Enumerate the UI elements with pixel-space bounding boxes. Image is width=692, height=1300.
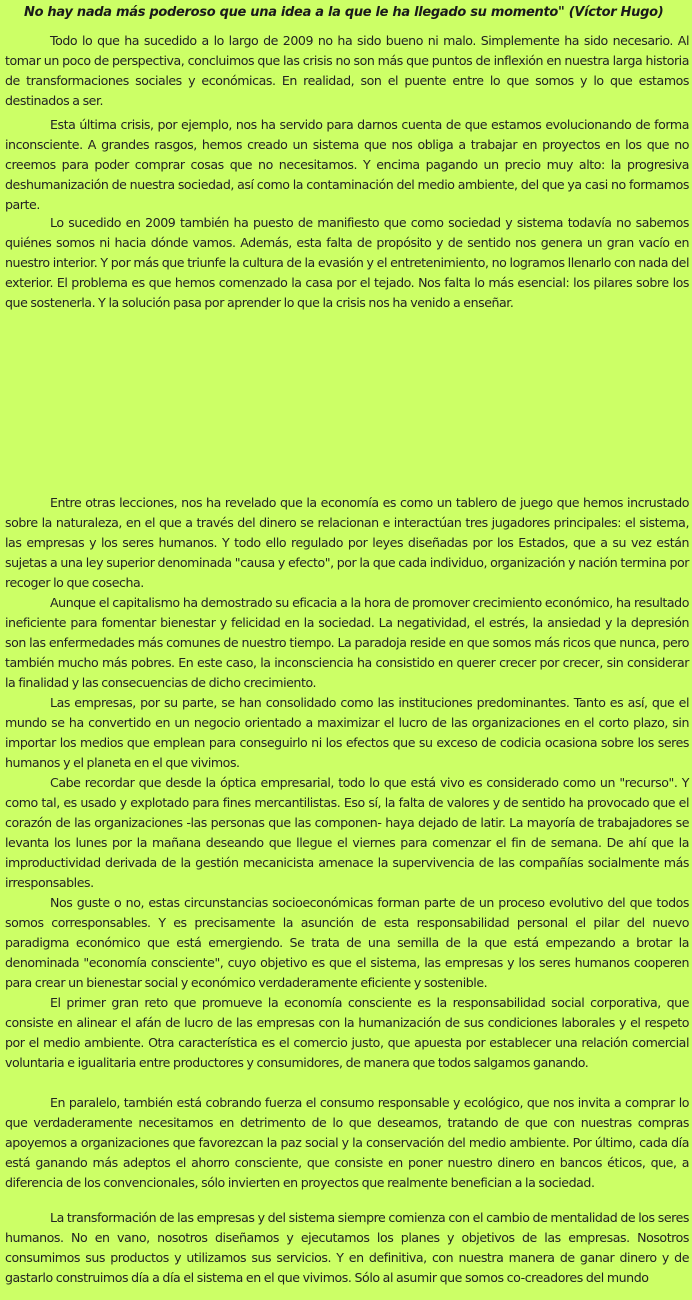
paragraph-5: Aunque el capitalismo ha demostrado su eficacia a la hora de promover crecimiento económico, ha resultado ineficiente para fomentar bienestar y felicidad en la sociedad. La negatividad, el estrés, la ansiedad y la depresión son las enfermedades más comunes de nuestro tiempo. La paradoja reside en que somos más ricos que nunca, pero también mucho más pobres. En este caso, la inconsciencia ha consistido en querer crecer por crecer, sin considerar la finalidad y las consecuencias de dicho crecimiento. — [5, 595, 689, 690]
epigraph-quote: No hay nada más poderoso que una idea a la que le ha llegado su momento" (Víctor Hugo) — [24, 5, 664, 20]
paragraph-6: Las empresas, por su parte, se han consolidado como las instituciones predominantes. Tanto es así, que el mundo se ha convertido en un negocio orientado a maximizar el lucro de las organizaciones en el corto plazo, sin importar los medios que emplean para conseguirlo ni los efectos que su exceso de codicia ocasiona sobre los seres humanos y el planeta en el que vivimos. — [5, 695, 689, 770]
paragraph-2: Esta última crisis, por ejemplo, nos ha servido para darnos cuenta de que estamos evolucionando de forma inconsciente. A grandes rasgos, hemos creado un sistema que nos obliga a trabajar en proyectos en los que no creemos para poder comprar cosas que no necesitamos. Y encima pagando un precio muy alto: la progresiva deshumanización de nuestra sociedad, así como la contaminación del medio ambiente, del que ya casi no formamos parte. — [5, 117, 689, 212]
paragraph-4: Entre otras lecciones, nos ha revelado que la economía es como un tablero de juego que hemos incrustado sobre la naturaleza, en el que a través del dinero se relacionan e interactúan tres jugadores principales: el sistema, las empresas y los seres humanos. Y todo ello regulado por leyes diseñadas por los Estados, que a su vez están sujetas a una ley superior denominada "causa y efecto", por la que cada individuo, organización y nación termina por recoger lo que cosecha. — [5, 495, 689, 590]
paragraph-9: El primer gran reto que promueve la economía consciente es la responsabilidad social corporativa, que consiste en alinear el afán de lucro de las empresas con la humanización de sus condiciones laborales y el respeto por el medio ambiente. Otra característica es el comercio justo, que apuesta por establecer una relación comercial voluntaria e igualitaria entre productores y consumidores, de manera que todos salgamos ganando. — [5, 995, 689, 1070]
blank-gap — [0, 335, 692, 490]
paragraph-1: Todo lo que ha sucedido a lo largo de 2009 no ha sido bueno ni malo. Simplemente ha sido necesario. Al tomar un poco de perspectiva, concluimos que las crisis no son más que puntos de inflexión en nuestra larga historia de transformaciones sociales y económicas. En realidad, son el puente entre lo que somos y lo que estamos destinados a ser. — [5, 33, 689, 108]
paragraph-11: La transformación de las empresas y del sistema siempre comienza con el cambio de mentalidad de los seres humanos. No en vano, nosotros diseñamos y ejecutamos los planes y objetivos de las empresas. Nosotros consumimos sus productos y utilizamos sus servicios. Y en definitiva, con nuestra manera de ganar dinero y de gastarlo construimos día a día el sistema en el que vivimos. Sólo al asumir que somos co-creadores del mundo — [5, 1210, 689, 1285]
paragraph-8: Nos guste o no, estas circunstancias socioeconómicas forman parte de un proceso evolutivo del que todos somos corresponsables. Y es precisamente la asunción de esta responsabilidad personal el pilar del nuevo paradigma económico que está emergiendo. Se trata de una semilla de la que está empezando a brotar la denominada "economía consciente", cuyo objetivo es que el sistema, las empresas y los seres humanos cooperen para crear un bienestar social y económico verdaderamente eficiente y sostenible. — [5, 895, 689, 990]
paragraph-7: Cabe recordar que desde la óptica empresarial, todo lo que está vivo es considerado como un "recurso". Y como tal, es usado y explotado para fines mercantilistas. Eso sí, la falta de valores y de sentido ha provocado que el corazón de las organizaciones -las personas que las componen- haya dejado de latir. La mayoría de trabajadores se levanta los lunes por la mañana deseando que llegue el viernes para comenzar el fin de semana. De ahí que la improductividad derivada de la gestión mecanicista amenace la supervivencia de las compañías socialmente más irresponsables. — [5, 775, 689, 890]
paragraph-10: En paralelo, también está cobrando fuerza el consumo responsable y ecológico, que nos invita a comprar lo que verdaderamente necesitamos en detrimento de lo que deseamos, tratando de que con nuestras compras apoyemos a organizaciones que favorezcan la paz social y la conservación del medio ambiente. Por último, cada día está ganando más adeptos el ahorro consciente, que consiste en poner nuestro dinero en bancos éticos, que, a diferencia de los convencionales, sólo invierten en proyectos que realmente benefician a la sociedad. — [5, 1095, 689, 1190]
paragraph-3: Lo sucedido en 2009 también ha puesto de manifiesto que como sociedad y sistema todavía no sabemos quiénes somos ni hacia dónde vamos. Además, esta falta de propósito y de sentido nos genera un gran vacío en nuestro interior. Y por más que triunfe la cultura de la evasión y el entretenimiento, no logramos llenarlo con nada del exterior. El problema es que hemos comenzado la casa por el tejado. Nos falta lo más esencial: los pilares sobre los que sostenerla. Y la solución pasa por aprender lo que la crisis nos ha venido a enseñar. — [5, 215, 689, 310]
